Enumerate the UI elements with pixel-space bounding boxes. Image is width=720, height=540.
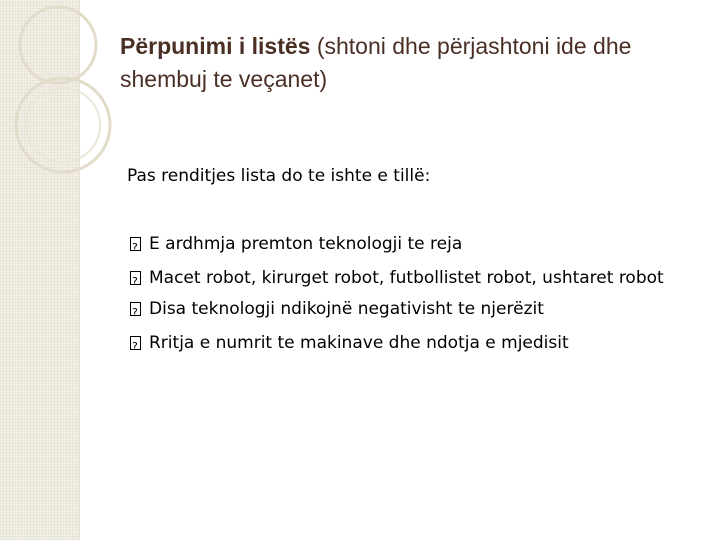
bullet-text: Rritja e numrit te makinave dhe ndotja e mjedisit: [149, 333, 569, 353]
slide-title: [120, 30, 700, 96]
slide-title-main: Përpunimi i listës: [120, 33, 311, 59]
bullet-item: [130, 266, 705, 290]
bullet-item: [130, 331, 705, 355]
square-bullet-icon: [130, 237, 141, 251]
list-intro-text: Pas renditjes lista do te ishte e tillë:: [127, 166, 431, 186]
decorative-circles: [0, 0, 120, 200]
bullet-item: [130, 232, 705, 256]
bullet-text: Disa teknologji ndikojnë negativisht te njerëzit: [149, 299, 544, 319]
square-bullet-icon: [130, 271, 141, 285]
bullet-text: Macet robot, kirurget robot, futbollistet robot, ushtaret robot: [149, 268, 664, 288]
square-bullet-icon: [130, 302, 141, 316]
bullet-text: E ardhmja premton teknologji te reja: [149, 234, 463, 254]
bullet-item: [130, 297, 705, 321]
slide-title-rest: (shtoni dhe përjashtoni ide dhe shembuj te veçanet): [120, 33, 632, 92]
bullet-list: [130, 232, 705, 365]
square-bullet-icon: [130, 336, 141, 350]
